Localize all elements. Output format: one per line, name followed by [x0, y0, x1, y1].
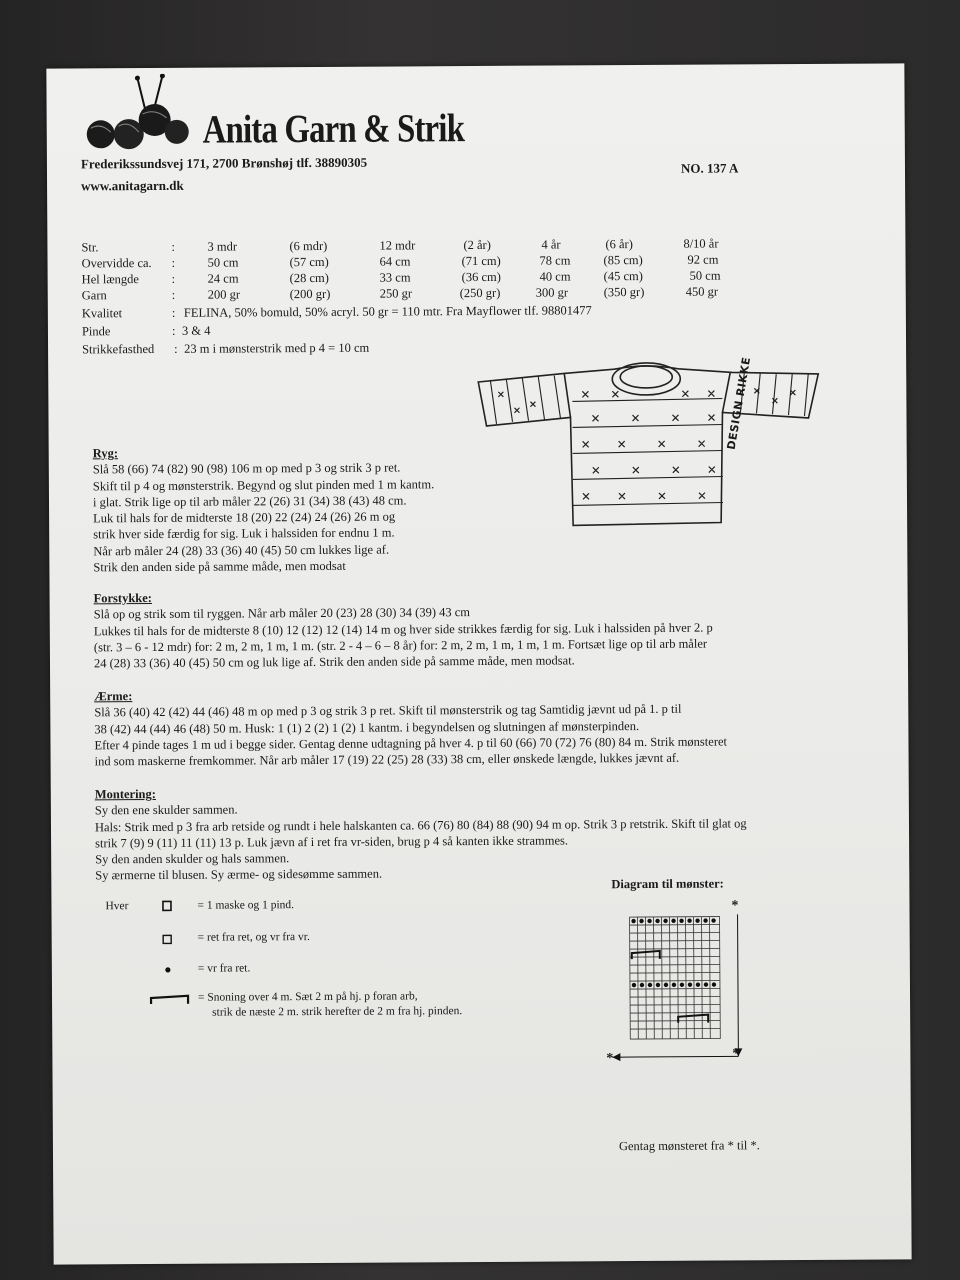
legend-text: strik de næste 2 m. strik herefter de 2 m fra hj. pinden.: [212, 1005, 463, 1019]
purl-dot-icon: [164, 966, 174, 976]
text-line: Lukkes til hals for de midterste 8 (10) 12 (12) 12 (14) 14 m og hver side strikkes færdig for sig. Luk i halssiden på hver 2. p: [93, 620, 713, 638]
text-line: 24 (28) 33 (36) 40 (45) 50 cm og luk lige af. Strik den anden side på samme måde, men modsat.: [93, 653, 575, 671]
spec-cell: (250 gr): [459, 285, 501, 301]
text-line: Sy ærmerne til blusen. Sy ærme- og sidesømme sammen.: [95, 867, 383, 883]
text-line: Slå 36 (40) 42 (42) 44 (46) 48 m op med p 3 og strik 3 p ret. Skift til mønsterstrik og tag Samtidig jævnt ud på 1. p til: [94, 702, 682, 720]
spec-cell: (36 cm): [461, 269, 501, 285]
spec-colon: :: [171, 239, 175, 254]
spec-cell: 78 cm: [539, 253, 571, 268]
text-line: ind som maskerne fremkommer. Når arb måler 17 (19) 22 (25) 28 (33) 38 cm, eller ønskede længde, lukkes jævnt af.: [94, 750, 680, 769]
spec-cell: 33 cm: [379, 270, 411, 285]
diagram-star-right: *: [732, 1046, 740, 1062]
text-line: (str. 3 – 6 - 12 mdr) for: 2 m, 2 m, 1 m, 1 m. (str. 2 - 4 – 6 – 8 år) for: 2 m, 2 m, 1 m, 1 m, 1 m. Fortsæt lige op til arb måler: [93, 636, 708, 655]
text-line: Sy den anden skulder og hals sammen.: [95, 851, 290, 867]
diagram-title: Diagram til mønster:: [611, 876, 724, 892]
spec-colon: :: [171, 271, 176, 286]
spec-cell: (45 cm): [603, 268, 643, 284]
text-line: Hals: Strik med p 3 fra arb retside og rundt i hele halskanten ca. 66 (76) 80 (84) 88 (90) 94 m op. Strik 3 p retstrik. Skift til glat og: [94, 815, 747, 834]
yarn-balls-logo-icon: [82, 74, 192, 155]
diagram-footer: Gentag mønsteret fra * til *.: [618, 1138, 760, 1154]
spec-cell: 24 cm: [207, 271, 239, 286]
diagram-star-top: *: [731, 898, 739, 914]
section-heading-assembly: Montering:: [94, 786, 156, 802]
text-line: i glat. Strik lige op til arb måler 22 (26) 31 (34) 38 (43) 48 cm.: [92, 493, 407, 510]
section-heading-front: Forstykke:: [93, 590, 152, 606]
legend-text: = 1 maske og 1 pind.: [197, 899, 295, 912]
text-line: Når arb måler 24 (28) 33 (36) 40 (45) 50 cm lukkes lige af.: [93, 542, 390, 559]
brand-address: Frederikssundsvej 171, 2700 Brønshøj tlf. 38890305: [80, 154, 368, 172]
spec-cell: (350 gr): [603, 284, 645, 300]
text-line: Slå 58 (66) 74 (82) 90 (98) 106 m op med p 3 og strik 3 p ret.: [92, 460, 401, 477]
text-line: Luk til hals for de midterste 18 (20) 22 (24) 24 (26) 26 m og: [93, 509, 396, 526]
knit-symbol-icon: [162, 934, 174, 946]
spec-colon: :: [171, 255, 176, 270]
spec-label: Str.: [81, 240, 99, 255]
text-line: Efter 4 pinde tages 1 m ud i begge sider. Gentag denne udtagning på hver 4. p til 60 (66) 70 (72) 76 (80) 84 m. Strik mønsteret: [94, 734, 728, 753]
spec-cell: (85 cm): [603, 252, 643, 268]
section-heading-sleeve: Ærme:: [94, 689, 133, 704]
text-line: 38 (42) 44 (44) 46 (48) 50 m. Husk: 1 (1) 2 (2) 1 (2) 1 kantm. i begyndelsen og slutningen af mønsterpinden.: [94, 718, 640, 736]
spec-cell: 450 gr: [685, 284, 719, 299]
cable-symbol-icon: [148, 992, 196, 1008]
brand-website: www.anitagarn.dk: [81, 177, 184, 194]
spec-colon: :: [171, 323, 176, 338]
diagram-star-left: *: [606, 1051, 614, 1067]
text-line: Slå op og strik som til ryggen. Når arb måler 20 (23) 28 (30) 34 (39) 43 cm: [93, 605, 471, 622]
spec-cell: (28 cm): [289, 270, 329, 286]
text-line: Skift til p 4 og mønsterstrik. Begynd og slut pinden med 1 m kantm.: [92, 476, 435, 493]
text-line: strik 7 (9) 9 (11) 11 (11) 13 p. Luk jævn af i ret fra vr-siden, brug p 4 så kanten ikke strammes.: [95, 833, 569, 851]
section-assembly: [95, 782, 856, 884]
spec-cell: (6 år): [605, 237, 633, 252]
section-front: [94, 586, 854, 672]
square-symbol-icon: [161, 900, 173, 912]
spec-colon: :: [171, 305, 176, 320]
spec-cell: 50 cm: [689, 268, 721, 283]
design-signature: DESIGN RIKKE: [724, 355, 754, 451]
spec-cell: (2 år): [463, 237, 491, 253]
spec-colon: :: [174, 341, 178, 356]
gauge-text: 23 m i mønsterstrik med p 4 = 10 cm: [184, 340, 370, 356]
quality-text: FELINA, 50% bomuld, 50% acryl. 50 gr = 110 mtr. Fra Mayflower tlf. 98801477: [183, 303, 592, 320]
spec-cell: 64 cm: [379, 254, 411, 269]
text-line: Sy den ene skulder sammen.: [94, 802, 238, 818]
spec-label: Kvalitet: [81, 306, 123, 321]
spec-cell: 3 mdr: [207, 239, 238, 254]
brand-name: Anita Garn & Strik: [202, 105, 465, 152]
section-back: [93, 441, 854, 576]
spec-cell: 8/10 år: [683, 236, 719, 251]
spec-cell: 92 cm: [687, 252, 719, 267]
legend-hver: Hver: [105, 900, 129, 913]
section-heading-back: Ryg:: [92, 446, 119, 461]
legend-text: = Snoning over 4 m. Sæt 2 m på hj. p foran arb,: [197, 990, 418, 1004]
spec-cell: 50 cm: [207, 255, 239, 270]
spec-cell: 200 gr: [207, 287, 241, 302]
spec-row-needles: [82, 319, 902, 339]
spec-cell: (71 cm): [461, 253, 501, 269]
spec-cell: (200 gr): [289, 286, 331, 302]
section-sleeve: [94, 684, 854, 770]
needles-text: 3 & 4: [181, 323, 211, 338]
spec-cell: 4 år: [541, 237, 561, 252]
text-line: strik hver side færdig for sig. Luk i halssiden for endnu 1 m.: [93, 525, 395, 542]
spec-row-quality: [82, 301, 902, 321]
spec-cell: 300 gr: [535, 285, 569, 300]
legend-text: = ret fra ret, og vr fra vr.: [197, 931, 310, 944]
spec-cell: (6 mdr): [289, 238, 328, 254]
spec-cell: 250 gr: [379, 286, 413, 301]
spec-label: Hel længde: [81, 272, 139, 287]
spec-label: Overvidde ca.: [81, 255, 152, 271]
spec-label: Strikkefasthed: [82, 341, 155, 357]
spec-colon: :: [171, 287, 176, 302]
spec-label: Pinde: [81, 324, 111, 339]
pattern-number: NO. 137 A: [680, 160, 739, 176]
spec-cell: 12 mdr: [379, 238, 416, 253]
spec-label: Garn: [81, 288, 107, 303]
spec-cell: (57 cm): [289, 254, 329, 270]
legend-text: = vr fra ret.: [197, 962, 251, 975]
text-line: Strik den anden side på samme måde, men modsat: [93, 558, 346, 575]
pattern-sheet: [46, 63, 911, 1264]
spec-cell: 40 cm: [539, 269, 571, 284]
